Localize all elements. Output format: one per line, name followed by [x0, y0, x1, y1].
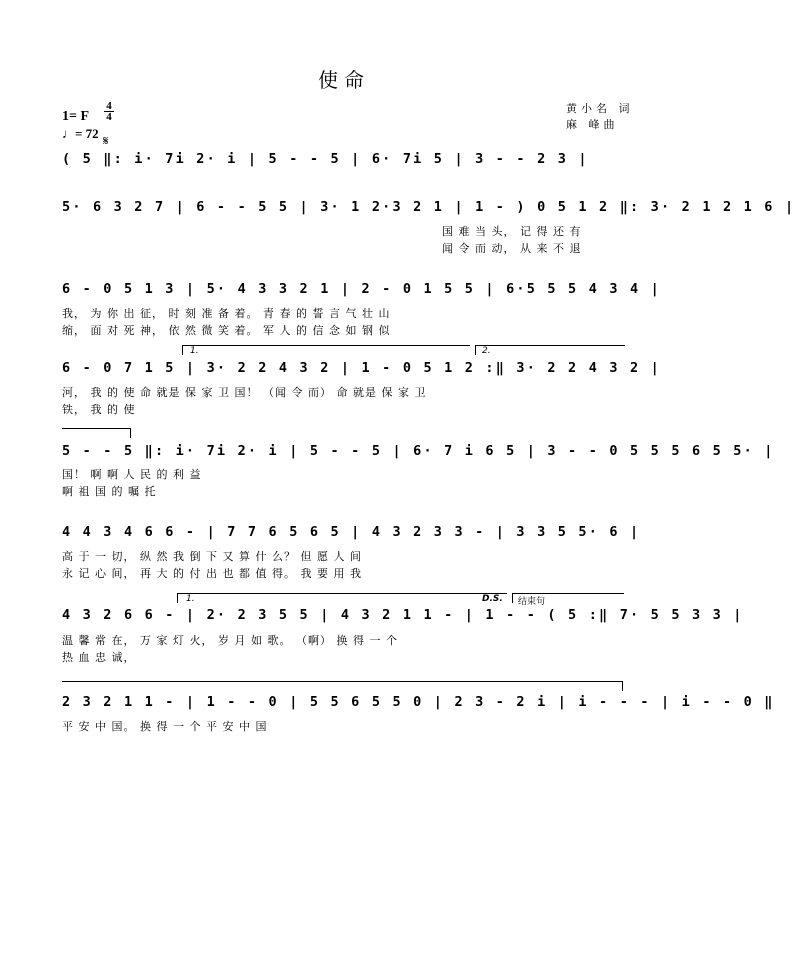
- volta-2-continuation: [62, 428, 130, 429]
- system-3-lyric-2: 缩， 面 对 死 神， 依 然 微 笑 着。 军 人 的 信 念 如 钢 似: [62, 324, 391, 337]
- time-sig-bottom: 4: [106, 111, 112, 123]
- volta-1-bracket: [182, 345, 470, 346]
- system-1-notes: ( 5 ‖: i· 7i 2· i | 5 - - 5 | 6· 7i 5 | 3 - - 2 3 |: [62, 151, 589, 167]
- system-2-lyric-2: 闻 令 而 动， 从 来 不 退: [442, 242, 582, 255]
- system-7-notes: 4 3 2 6 6 - | 2· 2 3 5 5 | 4 3 2 1 1 - | 1 - - ( 5 :‖ 7· 5 5 3 3 |: [62, 607, 744, 623]
- volta-1b-label: 1.: [186, 594, 195, 604]
- system-3-notes: 6 - 0 5 1 3 | 5· 4 3 3 2 1 | 2 - 0 1 5 5 | 6·5 5 5 4 3 4 |: [62, 281, 662, 297]
- volta-2-left-edge: [475, 345, 476, 355]
- system-4-lyric-2: 铁， 我 的 使: [62, 403, 136, 416]
- system-7-lyric-1: 温 馨 常 在， 万 家 灯 火， 岁 月 如 歌。 （啊） 换 得 一 个: [62, 634, 398, 647]
- volta-2-label: 2.: [482, 346, 491, 356]
- volta-2-end: [130, 428, 131, 438]
- key-signature: 1= F: [62, 109, 90, 124]
- system-5-notes: 5 - - 5 ‖: i· 7i 2· i | 5 - - 5 | 6· 7 i 6 5 | 3 - - 0 5 5 5 6 5 5· |: [62, 443, 775, 459]
- time-sig-top: 4: [106, 100, 112, 112]
- composer-credit: 麻 峰曲: [566, 118, 619, 131]
- coda-continuation: [62, 681, 622, 682]
- system-8-lyric-1: 平 安 中 国。 换 得 一 个 平 安 中 国: [62, 720, 268, 733]
- coda-end: [622, 681, 623, 691]
- ds-marking: D.S.: [482, 594, 503, 604]
- time-signature: [104, 101, 114, 122]
- volta-1b-bracket: [177, 593, 507, 594]
- segno-sign: 𝄋: [103, 134, 109, 149]
- system-5-lyric-1: 国！ 啊 啊 人 民 的 利 益: [62, 468, 202, 481]
- coda-left-edge: [512, 593, 513, 603]
- coda-label: 结束句: [518, 597, 546, 607]
- system-6-lyric-2: 永 记 心 间， 再 大 的 付 出 也 都 值 得。 我 要 用 我: [62, 567, 362, 580]
- volta-1-label: 1.: [190, 346, 199, 356]
- system-2-lyric-1: 国 难 当 头， 记 得 还 有: [442, 225, 582, 238]
- volta-2-bracket: [475, 345, 625, 346]
- volta-1b-left-edge: [177, 593, 178, 603]
- system-2-notes: 5· 6 3 2 7 | 6 - - 5 5 | 3· 1 2·3 2 1 | 1 - ) 0 5 1 2 ‖: 3· 2 1 2 1 6 |: [62, 199, 795, 215]
- system-6-notes: 4 4 3 4 6 6 - | 7 7 6 5 6 5 | 4 3 2 3 3 - | 3 3 5 5· 6 |: [62, 524, 641, 540]
- volta-1-left-edge: [182, 345, 183, 355]
- tempo-marking: ♩= 72: [62, 126, 99, 141]
- system-7-lyric-2: 热 血 忠 诚，: [62, 651, 136, 664]
- system-4-lyric-1: 河， 我 的 使 命 就是 保 家 卫 国！ （闻 令 而） 命 就是 保 家 卫: [62, 386, 427, 399]
- system-5-lyric-2: 啊 祖 国 的 嘱 托: [62, 485, 157, 498]
- lyricist-credit: 黄小名 词: [566, 102, 634, 115]
- system-8-notes: 2 3 2 1 1 - | 1 - - 0 | 5 5 6 5 5 0 | 2 3 - 2 i | i - - - | i - - 0 ‖: [62, 694, 775, 710]
- system-3-lyric-1: 我， 为 你 出 征， 时 刻 准 备 着。 青 春 的 誓 言 气 壮 山: [62, 307, 391, 320]
- system-6-lyric-1: 高 于 一 切， 纵 然 我 倒 下 又 算 什 么？ 但 愿 人 间: [62, 550, 362, 563]
- page-title: 使命: [318, 68, 370, 92]
- system-4-notes: 6 - 0 7 1 5 | 3· 2 2 4 3 2 | 1 - 0 5 1 2 :‖ 3· 2 2 4 3 2 |: [62, 360, 662, 376]
